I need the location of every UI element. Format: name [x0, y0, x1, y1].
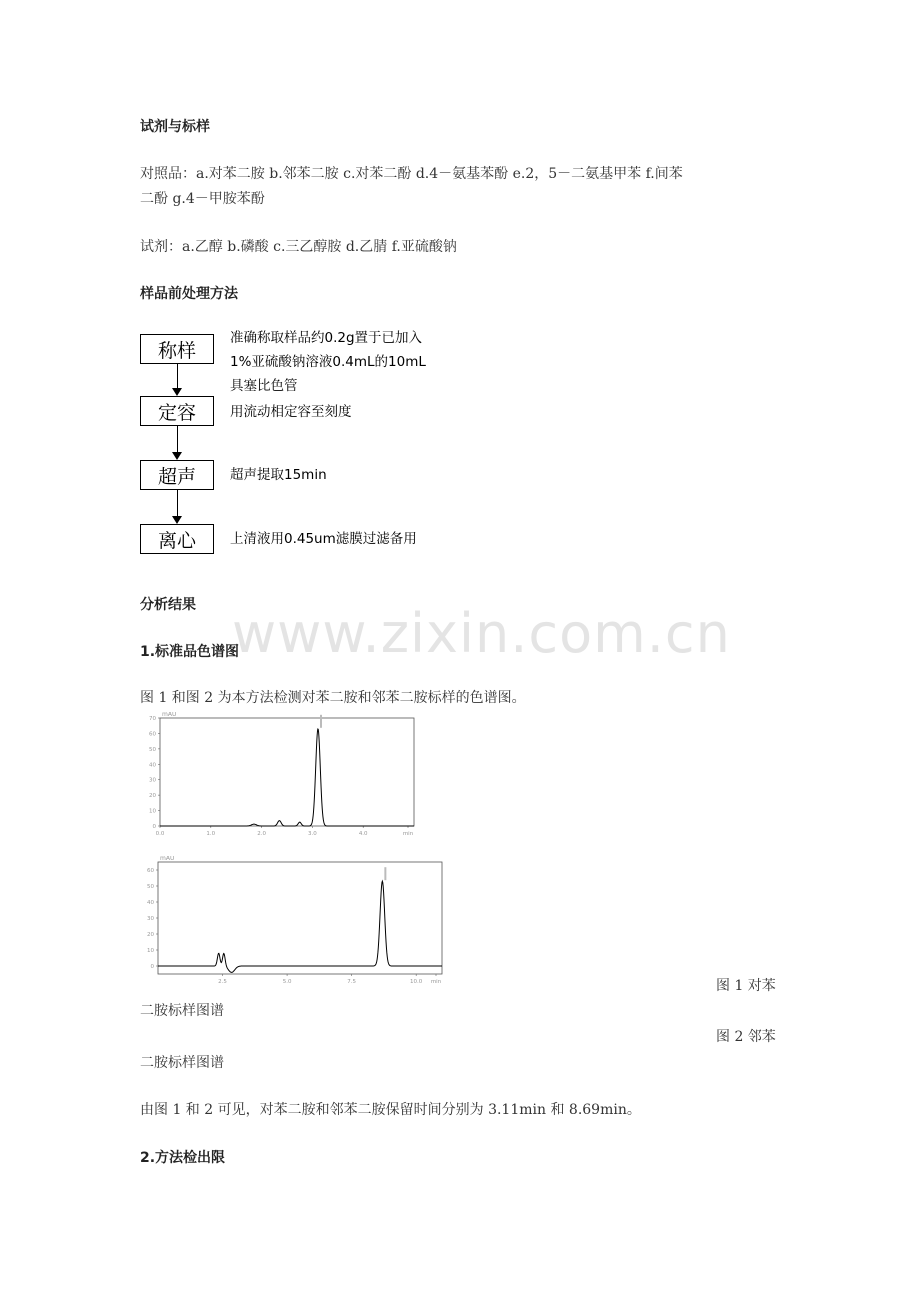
plot-frame — [158, 862, 442, 974]
reference-line-2: 二酚 g.4－甲胺苯酚 — [140, 191, 265, 207]
reagents-title: 试剂与标样 — [140, 119, 210, 135]
caption-2a: 图 2 邻苯 — [716, 1029, 776, 1045]
flow-arrow-line — [177, 426, 178, 454]
conclusion-text: 由图 1 和 2 可见，对苯二胺和邻苯二胺保留时间分别为 3.11min 和 8.69min。 — [140, 1102, 641, 1118]
flow-arrow-head — [172, 452, 182, 460]
flow-step-box: 称样 — [140, 334, 214, 364]
y-tick-label: 40 — [149, 762, 156, 769]
reagents-line: 试剂：a.乙醇 b.磷酸 c.三乙醇胺 d.乙腈 f.亚硫酸钠 — [140, 239, 457, 255]
reference-line-1: 对照品：a.对苯二胺 b.邻苯二胺 c.对苯二酚 d.4－氨基苯酚 e.2，5－二氨基甲苯 f.间苯 — [140, 166, 683, 182]
x-tick-label: 0.0 — [155, 831, 165, 837]
chromatogram-1 — [146, 712, 418, 840]
subsection-2-title: 2.方法检出限 — [140, 1150, 226, 1166]
results-title: 分析结果 — [140, 597, 196, 613]
caption-1b: 二胺标样图谱 — [140, 1003, 224, 1019]
x-tick-label: min — [430, 979, 442, 985]
flow-arrow-line — [177, 364, 178, 390]
chromatogram-trace — [158, 881, 442, 972]
y-tick-label: 10 — [149, 808, 156, 815]
x-tick-label: 1.0 — [206, 831, 216, 837]
y-axis-label: mAU — [162, 712, 177, 718]
flow-step-desc: 超声提取15min — [230, 467, 327, 483]
y-tick-label: 10 — [147, 948, 154, 954]
caption-2b: 二胺标样图谱 — [140, 1055, 224, 1071]
flow-step-desc: 准确称取样品约0.2g置于已加入 — [230, 330, 423, 346]
x-tick-label: min — [402, 831, 414, 837]
y-tick-label: 30 — [149, 777, 156, 784]
plot-frame — [160, 718, 414, 826]
y-tick-label: 60 — [149, 731, 156, 738]
flow-step-box: 超声 — [140, 460, 214, 490]
y-axis-label: mAU — [160, 856, 175, 862]
flow-step-desc: 上清液用0.45um滤膜过滤备用 — [230, 531, 417, 547]
flow-arrow-head — [172, 516, 182, 524]
y-tick-label: 20 — [149, 793, 156, 800]
flow-step-box: 离心 — [140, 524, 214, 554]
y-tick-label: 50 — [147, 884, 154, 890]
flow-step-desc: 1%亚硫酸钠溶液0.4mL的10mL — [230, 354, 426, 370]
caption-1a: 图 1 对苯 — [716, 978, 776, 994]
x-tick-label: 7.5 — [347, 979, 357, 985]
subsection-1-desc: 图 1 和图 2 为本方法检测对苯二胺和邻苯二胺标样的色谱图。 — [140, 690, 526, 706]
flow-arrow-line — [177, 490, 178, 518]
pretreat-title: 样品前处理方法 — [140, 286, 238, 302]
y-tick-label: 0 — [152, 824, 156, 830]
watermark: www.zixin.com.cn — [232, 602, 731, 665]
x-tick-label: 10.0 — [410, 979, 423, 985]
y-tick-label: 0 — [150, 964, 154, 970]
chromatogram-2 — [146, 856, 446, 990]
flow-step-desc: 具塞比色管 — [230, 378, 298, 394]
flow-step-box: 定容 — [140, 396, 214, 426]
flow-step-desc: 用流动相定容至刻度 — [230, 404, 352, 420]
y-tick-label: 50 — [149, 746, 156, 753]
y-tick-label: 20 — [147, 932, 154, 938]
x-tick-label: 5.0 — [282, 979, 292, 985]
x-tick-label: 2.0 — [257, 831, 266, 837]
subsection-1-title: 1.标准品色谱图 — [140, 644, 240, 660]
y-tick-label: 60 — [147, 868, 154, 874]
flow-arrow-head — [172, 388, 182, 396]
y-tick-label: 30 — [147, 916, 154, 922]
y-tick-label: 70 — [149, 716, 156, 722]
x-tick-label: 3.0 — [308, 831, 317, 837]
x-tick-label: 4.0 — [358, 831, 368, 837]
y-tick-label: 40 — [147, 900, 154, 906]
chromatogram-trace — [160, 729, 414, 826]
x-tick-label: 2.5 — [218, 979, 227, 985]
